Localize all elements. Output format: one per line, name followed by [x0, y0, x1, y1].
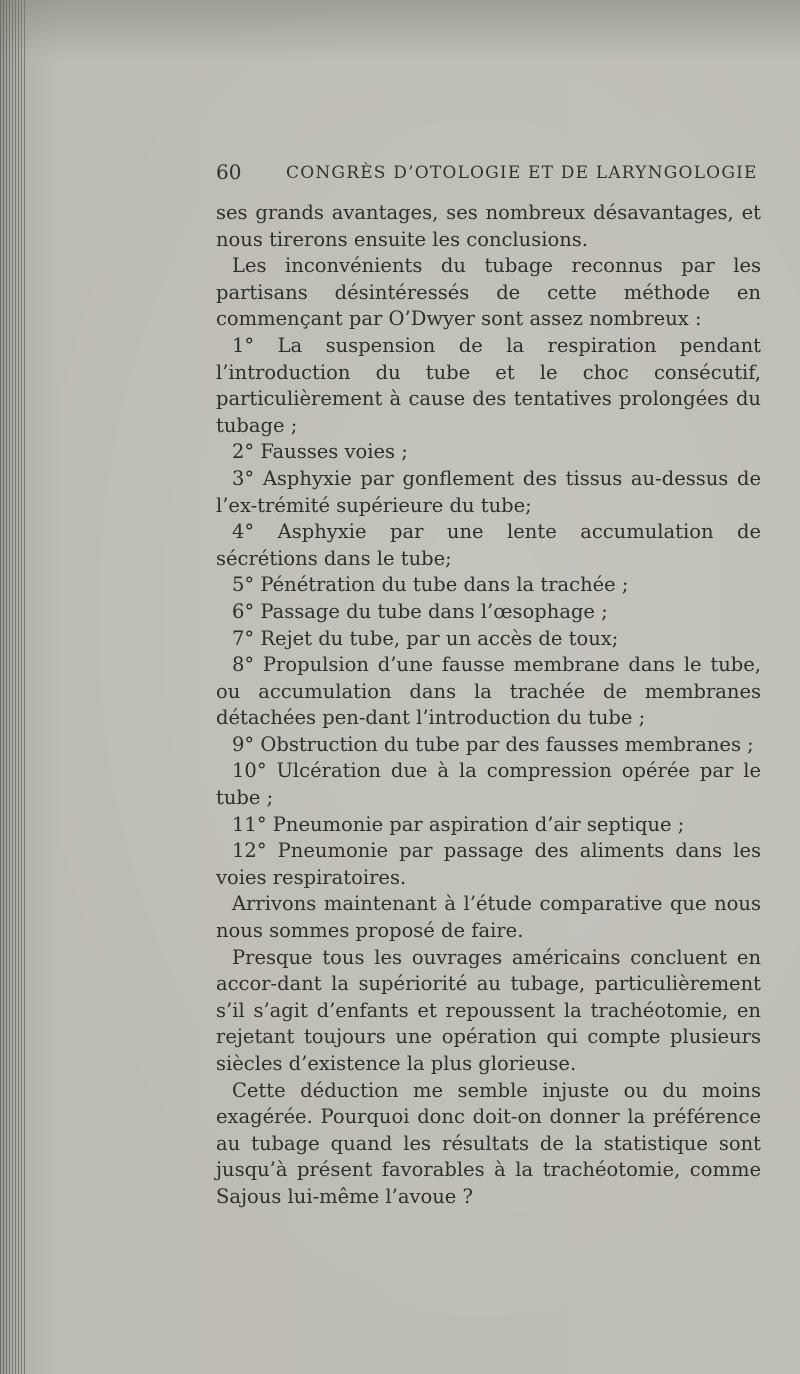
list-item-12: 12° Pneumonie par passage des aliments dans les voies respiratoires.	[216, 839, 761, 889]
paragraph-comparative-study: Arrivons maintenant à l’étude comparative que nous nous sommes proposé de faire.	[216, 892, 761, 943]
running-head	[216, 160, 761, 190]
page-top-shadow	[0, 0, 800, 60]
list-item-11: 11° Pneumonie par aspiration d’air septique ;	[232, 812, 685, 836]
list-item-8: 8° Propulsion d’une fausse membrane dans le tube, ou accumulation dans la trachée de membranes détachées pen-dant l’introduction du tube ;	[216, 653, 761, 730]
list-item-7: 7° Rejet du tube, par un accès de toux;	[232, 626, 619, 650]
list-item-1: 1° La suspension de la respiration pendant l’introduction du tube et le choc consécutif, particulièrement à cause des tentatives prolongées du tubage ;	[216, 333, 761, 437]
list-item-9: 9° Obstruction du tube par des fausses membranes ;	[232, 732, 754, 756]
list-item-3: 3° Asphyxie par gonflement des tissus au-dessus de l’ex-trémité supérieure du tube;	[216, 466, 761, 517]
list-item-5: 5° Pénétration du tube dans la trachée ;	[232, 573, 629, 597]
paragraph-continuation: ses grands avantages, ses nombreux désavantages, et nous tirerons ensuite les conclusions.	[216, 201, 761, 251]
running-title: CONGRÈS D’OTOLOGIE ET DE LARYNGOLOGIE	[286, 163, 758, 183]
book-binding-edge	[0, 0, 26, 1374]
page-number: 60	[216, 160, 242, 184]
list-item-2: 2° Fausses voies ;	[232, 440, 408, 464]
paragraph-intro-inconvenients: Les inconvénients du tubage reconnus par les partisans désintéressés de cette méthode en commençant par O’Dwyer sont assez nombreux :	[216, 254, 761, 331]
list-item-10: 10° Ulcération due à la compression opérée par le tube ;	[216, 759, 761, 810]
list-item-6: 6° Passage du tube dans l’œsophage ;	[232, 599, 608, 623]
body-text	[216, 200, 761, 1211]
list-item-4: 4° Asphyxie par une lente accumulation de sécrétions dans le tube;	[216, 520, 761, 570]
paragraph-deduction: Cette déduction me semble injuste ou du moins exagérée. Pourquoi donc doit-on donner la préférence au tubage quand les résultats de la statistique sont jusqu’à présent favorables à la trachéotomie, comme Sajous lui-même l’avoue ?	[216, 1078, 761, 1208]
paragraph-american-works: Presque tous les ouvrages américains concluent en accor-dant la supériorité au tubage, particulièrement s’il s’agit d’enfants et repoussent la trachéotomie, en rejetant toujours une opération qui compte plusieurs siècles d’existence la plus glorieuse.	[216, 945, 761, 1075]
